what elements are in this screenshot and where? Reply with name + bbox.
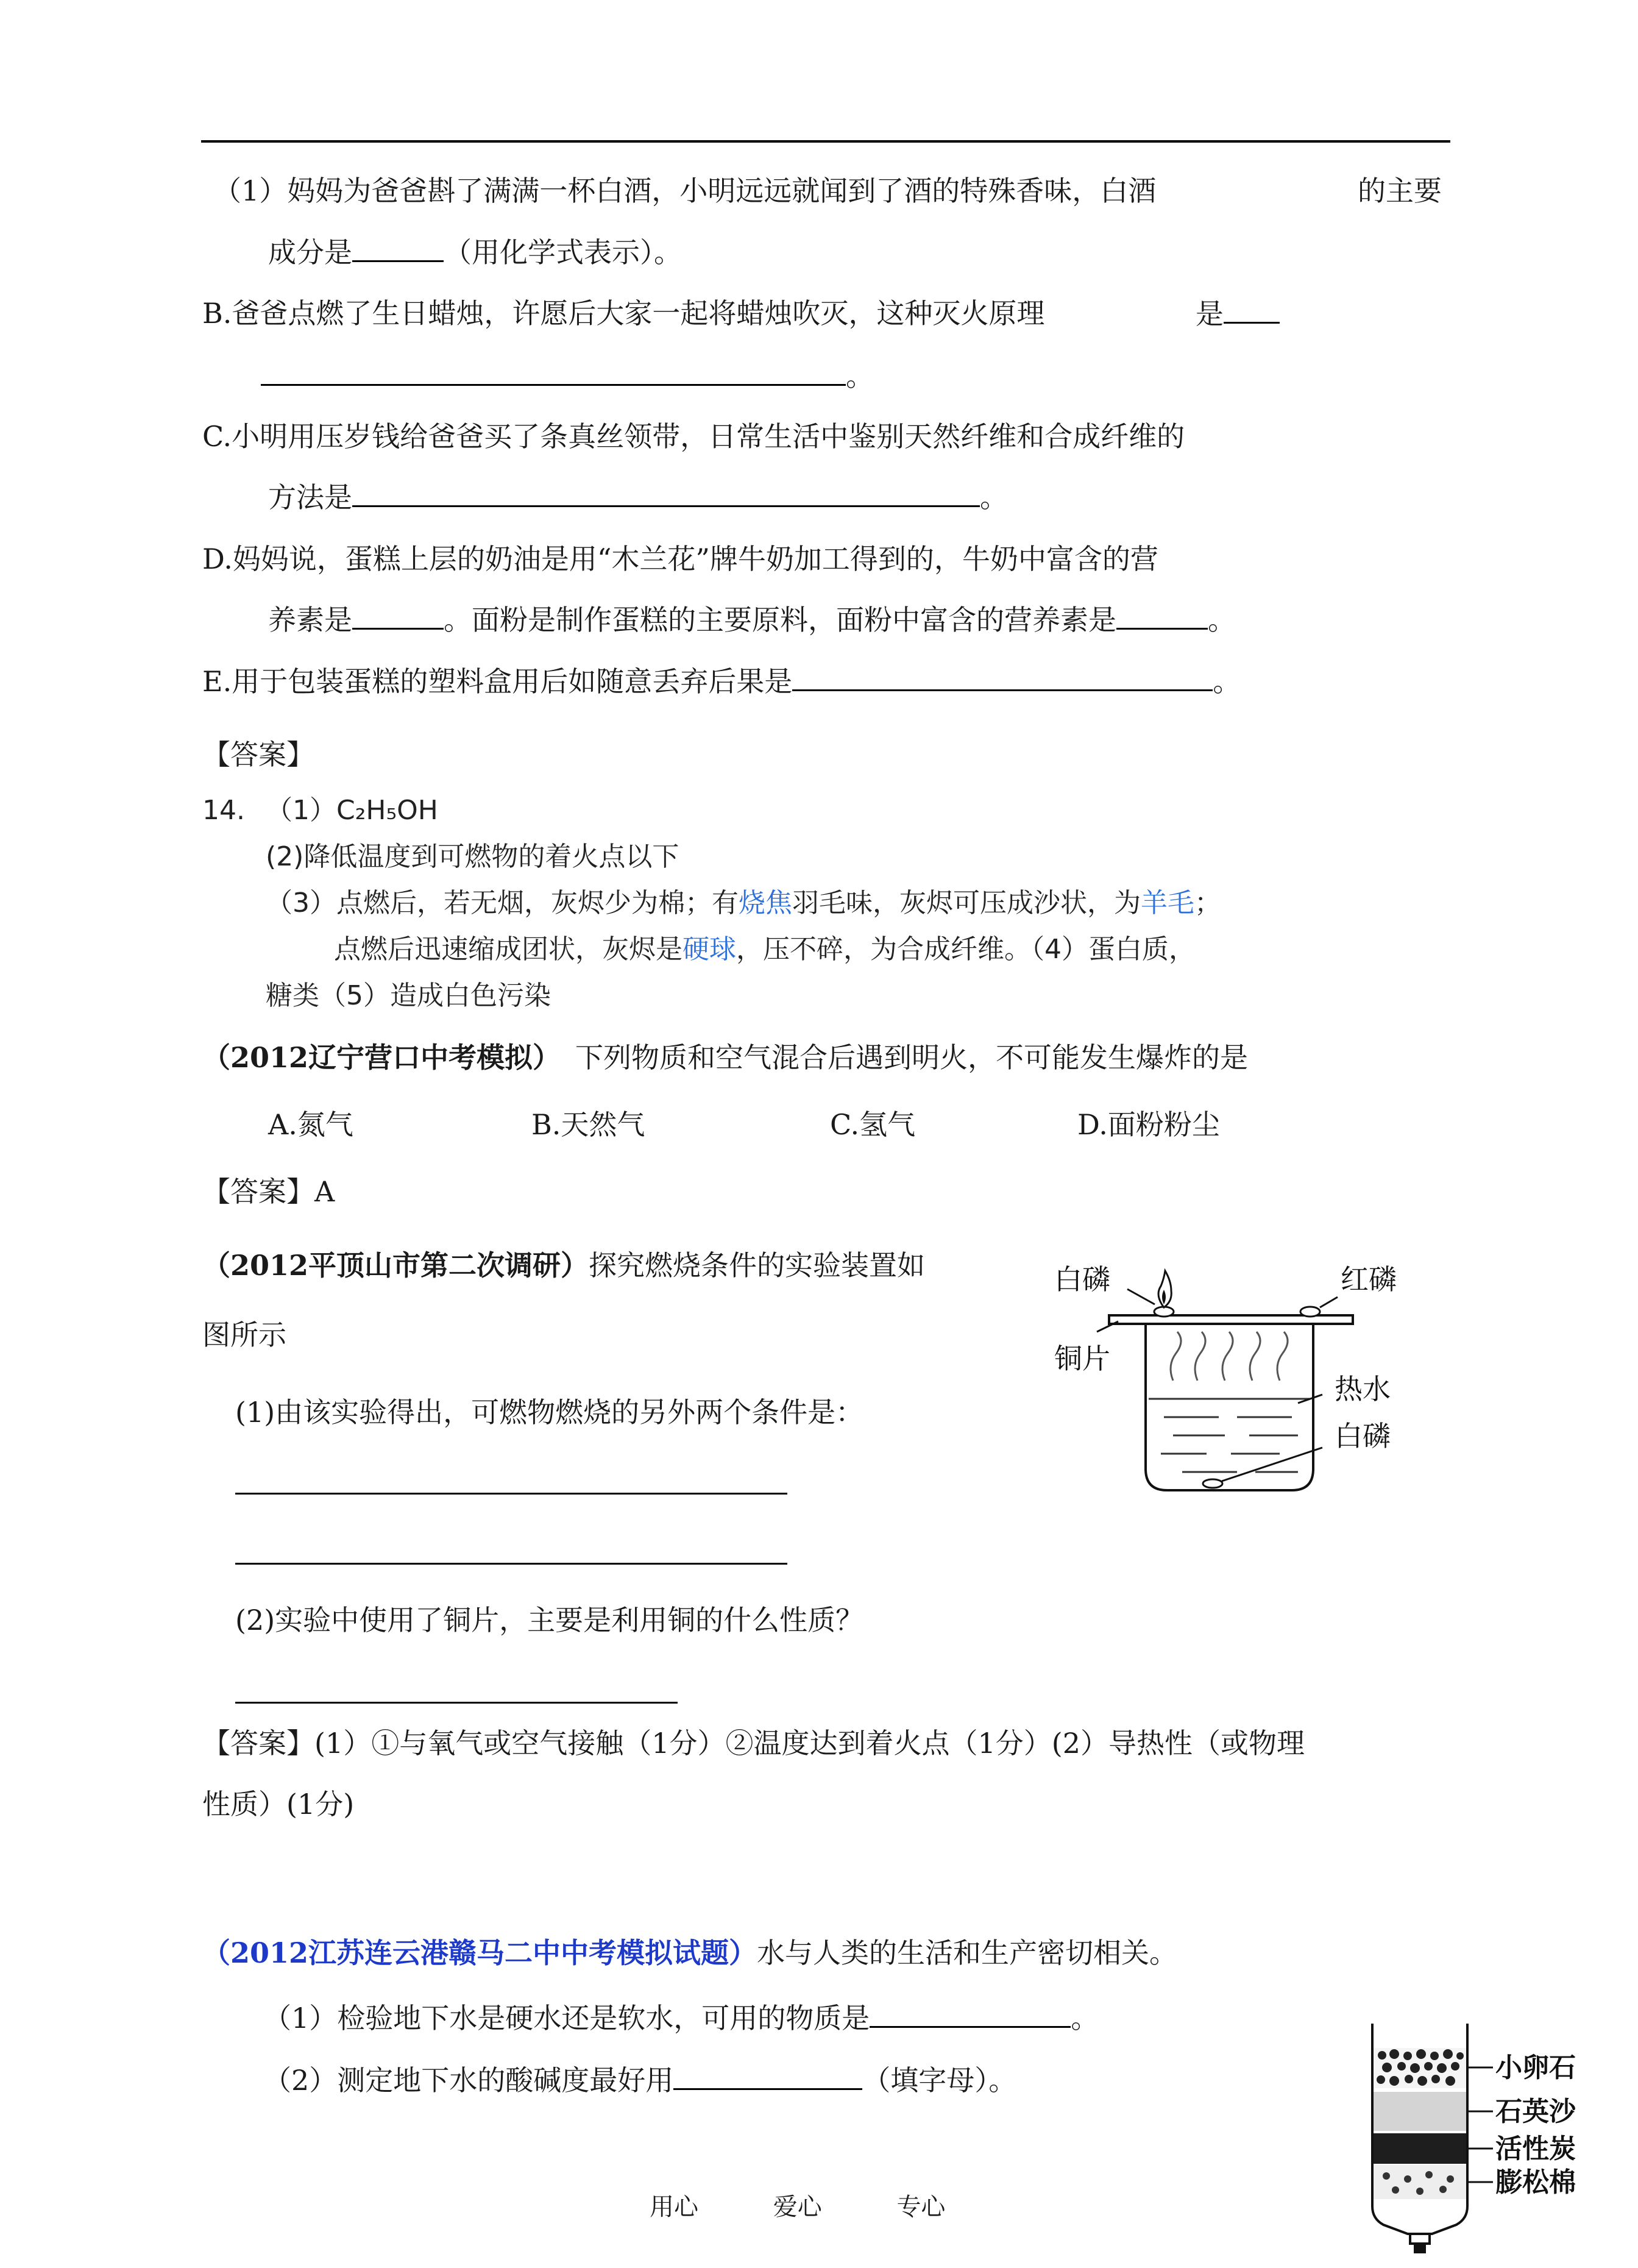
q13-part1-text-end: 的主要 <box>1358 174 1442 207</box>
pebble-layer <box>1374 2048 1466 2088</box>
q13-b-line1 <box>202 295 1044 332</box>
highlight-word: 羊毛 <box>1141 887 1194 919</box>
hot-water <box>1149 1399 1310 1472</box>
answer-text: 【答案】A <box>202 1175 335 1208</box>
q15-answer2 <box>202 1786 354 1822</box>
q13-e-line1 <box>202 663 1241 700</box>
copper-plate <box>1109 1315 1353 1324</box>
highlight-word: 硬球 <box>682 934 736 965</box>
q13-d-label: 养素是 <box>268 603 352 636</box>
q16-part1 <box>263 1999 1099 2036</box>
q14-option-c[interactable] <box>830 1106 915 1143</box>
question-part: (1)由该实验得出，可燃物燃烧的另外两个条件是： <box>235 1396 864 1429</box>
filter-outlet <box>1410 2234 1430 2244</box>
q13-b-text: B.爸爸点燃了生日蜡烛，许愿后大家一起将蜡烛吹灭，这种灭火原理 <box>202 297 1045 330</box>
footer-text: 用心 <box>650 2193 698 2221</box>
q13-answer-l1 <box>266 794 438 828</box>
q13-c-line1 <box>202 418 1185 455</box>
filter-nozzle <box>1414 2244 1426 2253</box>
steam-lines <box>1171 1332 1288 1381</box>
q13-d-text2: 。面粉是制作蛋糕的主要原料，面粉中富含的营养素是 <box>444 603 1116 636</box>
answer-blank[interactable] <box>352 478 980 507</box>
q15-part2 <box>235 1602 863 1638</box>
q14-option-b[interactable] <box>531 1106 645 1143</box>
option-label: C.氢气 <box>830 1108 916 1141</box>
option-label: D.面粉粉尘 <box>1077 1108 1220 1141</box>
label-hot-water: 热水 <box>1335 1373 1391 1406</box>
period: 。 <box>1213 665 1241 698</box>
q14-option-d[interactable] <box>1077 1106 1220 1143</box>
q14-stem <box>202 1039 1248 1076</box>
q15-part1 <box>235 1394 863 1431</box>
answer-label: 【答案】 <box>202 738 314 771</box>
label-pebbles: 小卵石 <box>1495 2052 1576 2083</box>
answer-number: 14. <box>202 795 245 826</box>
footer <box>650 2192 945 2222</box>
q13-c-line2 <box>268 478 1008 516</box>
answer-line-blank[interactable] <box>235 1563 787 1565</box>
question-part: （1）检验地下水是硬水还是软水，可用的物质是 <box>263 2002 870 2035</box>
q13-part1-line2 <box>268 233 682 271</box>
q16-part2 <box>263 2061 1016 2099</box>
label-red-phosphorus: 红磷 <box>1341 1263 1397 1296</box>
answer-line-blank[interactable] <box>235 1493 787 1495</box>
question-stem: 下列物质和空气混合后遇到明火，不可能发生爆炸的是 <box>575 1041 1249 1074</box>
combustion-apparatus-figure <box>1036 1243 1438 1499</box>
label-white-phosphorus-top: 白磷 <box>1054 1263 1110 1296</box>
q16-stem <box>202 1935 1177 1971</box>
answer-line: （3）点燃后，若无烟，灰烬少为棉；有 <box>266 887 739 919</box>
q13-answer-label <box>202 736 314 773</box>
answer-blank[interactable] <box>673 2061 862 2090</box>
q15-stem <box>202 1247 925 1284</box>
quartz-sand-layer <box>1374 2092 1466 2131</box>
footer-text: 专心 <box>896 2193 946 2221</box>
filter-leader-lines <box>1467 2067 1493 2182</box>
answer-blank[interactable] <box>261 357 846 386</box>
q13-b-line1-end <box>1196 295 1280 332</box>
answer-text: 性质）(1分) <box>202 1788 355 1821</box>
white-phosphorus-bottom <box>1203 1479 1222 1488</box>
answer-text: 【答案】(1）①与氧气或空气接触（1分）②温度达到着火点（1分）(2）导热性（或物理 <box>202 1727 1305 1760</box>
q13-d-text: D.妈妈说，蛋糕上层的奶油是用“木兰花”牌牛奶加工得到的，牛奶中富含的营 <box>202 542 1158 575</box>
q15-answer1 <box>202 1725 1305 1761</box>
label-cotton: 膨松棉 <box>1495 2167 1576 2198</box>
cotton-layer <box>1374 2165 1466 2199</box>
q13-part1-line1-end <box>1358 172 1442 209</box>
q13-b-line2 <box>261 357 874 394</box>
label-copper-plate: 铜片 <box>1054 1342 1110 1375</box>
q13-answer-l4 <box>334 933 1196 967</box>
q13-answer-l5 <box>266 979 551 1013</box>
q13-c-text: C.小明用压岁钱给爸爸买了条真丝领带，日常生活中鉴别天然纤维和合成纤维的 <box>202 420 1185 453</box>
q13-d-line2 <box>268 601 1236 638</box>
period: 。 <box>980 481 1008 514</box>
answer-blank[interactable] <box>352 233 444 262</box>
q13-answer-l3 <box>266 886 1221 920</box>
question-hint: （填字母）。 <box>862 2064 1017 2097</box>
red-phosphorus <box>1300 1307 1320 1317</box>
answer-blank[interactable] <box>1224 295 1280 324</box>
question-part: （2）测定地下水的酸碱度最好用 <box>263 2064 674 2097</box>
footer-text: 爱心 <box>773 2193 822 2221</box>
question-source: （2012江苏连云港赣马二中中考模拟试题） <box>202 1936 757 1969</box>
highlight-word: 烧焦 <box>739 887 792 919</box>
q14-answer <box>202 1173 335 1210</box>
question-part: (2)实验中使用了铜片，主要是利用铜的什么性质？ <box>235 1604 864 1637</box>
question-source: （2012辽宁营口中考模拟） <box>202 1041 561 1074</box>
q13-c-label: 方法是 <box>268 481 352 514</box>
q13-part1-line1 <box>213 172 1156 209</box>
period: 。 <box>1071 2002 1099 2035</box>
q13-part1-hint: （用化学式表示）。 <box>444 236 682 269</box>
header-rule <box>201 140 1450 143</box>
answer-line: 点燃后迅速缩成团状，灰烬是 <box>334 934 682 965</box>
period: 。 <box>1208 603 1236 636</box>
label-quartz-sand: 石英沙 <box>1495 2096 1576 2127</box>
answer-line: （1）C₂H₅OH <box>266 795 438 826</box>
water-filter-figure <box>1359 2011 1627 2255</box>
answer-line: ； <box>1194 887 1221 919</box>
q13-part1-label: 成分是 <box>268 236 352 269</box>
q13-part1-text: （1）妈妈为爸爸斟了满满一杯白酒，小明远远就闻到了酒的特殊香味，白酒 <box>213 174 1157 207</box>
question-stem: 水与人类的生活和生产密切相关。 <box>757 1936 1178 1969</box>
answer-line: 糖类（5）造成白色污染 <box>266 980 551 1011</box>
q13-answer-num <box>202 794 245 828</box>
option-label: A.氮气 <box>268 1108 353 1141</box>
question-source: （2012平顶山市第二次调研） <box>202 1249 589 1282</box>
answer-blank[interactable] <box>792 663 1213 691</box>
option-label: B.天然气 <box>531 1108 645 1141</box>
q15-stem2 <box>202 1317 286 1353</box>
answer-blank[interactable] <box>352 601 444 630</box>
q13-answer-l2 <box>266 840 679 874</box>
label-activated-carbon: 活性炭 <box>1495 2133 1576 2164</box>
period: 。 <box>846 360 874 393</box>
answer-line-blank[interactable] <box>235 1702 678 1704</box>
question-stem: 图所示 <box>202 1318 286 1351</box>
activated-carbon-layer <box>1374 2133 1466 2164</box>
answer-line: 羽毛味，灰烬可压成沙状，为 <box>792 887 1141 919</box>
question-stem: 探究燃烧条件的实验装置如 <box>589 1249 926 1282</box>
q14-option-a[interactable] <box>268 1106 353 1143</box>
answer-blank[interactable] <box>1116 601 1208 630</box>
q13-e-text: E.用于包装蛋糕的塑料盒用后如随意丢弃后果是 <box>202 665 793 698</box>
answer-line: ，压不碎，为合成纤维。（4）蛋白质， <box>736 934 1196 965</box>
label-white-phosphorus-bottom: 白磷 <box>1335 1420 1391 1452</box>
q13-d-line1 <box>202 541 1158 577</box>
q13-b-text-end: 是 <box>1196 297 1224 330</box>
answer-blank[interactable] <box>870 1999 1071 2028</box>
beaker-outline <box>1146 1323 1313 1490</box>
answer-line: (2)降低温度到可燃物的着火点以下 <box>266 841 679 872</box>
